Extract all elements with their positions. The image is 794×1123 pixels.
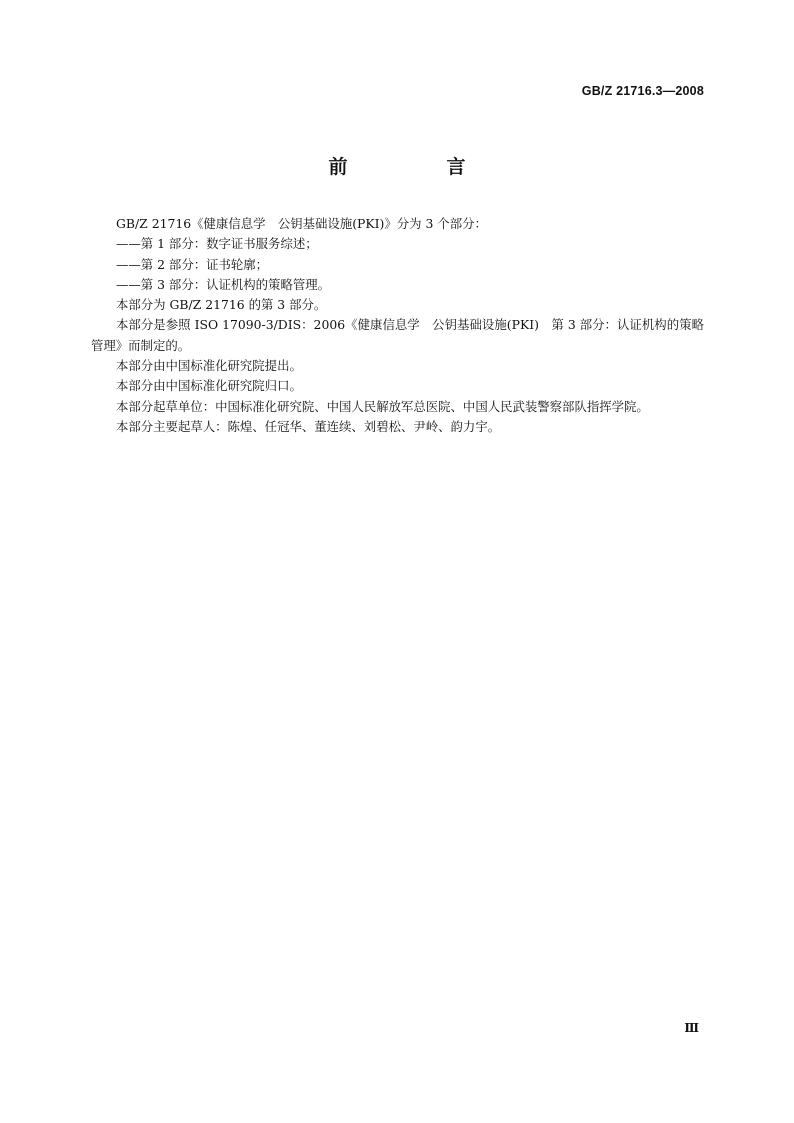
page-number: Ⅲ: [684, 1021, 699, 1035]
paragraph-part-3: ——第 3 部分：认证机构的策略管理。: [116, 276, 331, 292]
paragraph-parts-intro: GB/Z 21716《健康信息学 公钥基础设施(PKI)》分为 3 个部分：: [116, 216, 487, 231]
paragraph-part-1: ——第 1 部分：数字证书服务综述；: [116, 236, 318, 252]
paragraph-proposed-by: 本部分由中国标准化研究院提出。: [116, 358, 302, 374]
foreword-body: [91, 214, 704, 437]
paragraph-part-2: ——第 2 部分：证书轮廓；: [116, 256, 269, 272]
paragraph-drafters: 本部分主要起草人：陈煌、任冠华、董连续、刘碧松、尹岭、韵力宇。: [116, 418, 501, 434]
paragraph-drafting-units: 本部分起草单位：中国标准化研究院、中国人民解放军总医院、中国人民武装警察部队指挥学院。: [116, 398, 649, 414]
standard-number: GB/Z 21716.3—2008: [581, 84, 704, 98]
page-title: 前 言: [328, 156, 506, 178]
paragraph-reference: 本部分是参照 ISO 17090-3/DIS：2006《健康信息学 公钥基础设施(PKI) 第 3 部分：认证机构的策略管理》而制定的。: [91, 317, 704, 353]
paragraph-this-part: 本部分为 GB/Z 21716 的第 3 部分。: [116, 297, 327, 313]
paragraph-centralized-by: 本部分由中国标准化研究院归口。: [116, 378, 302, 394]
